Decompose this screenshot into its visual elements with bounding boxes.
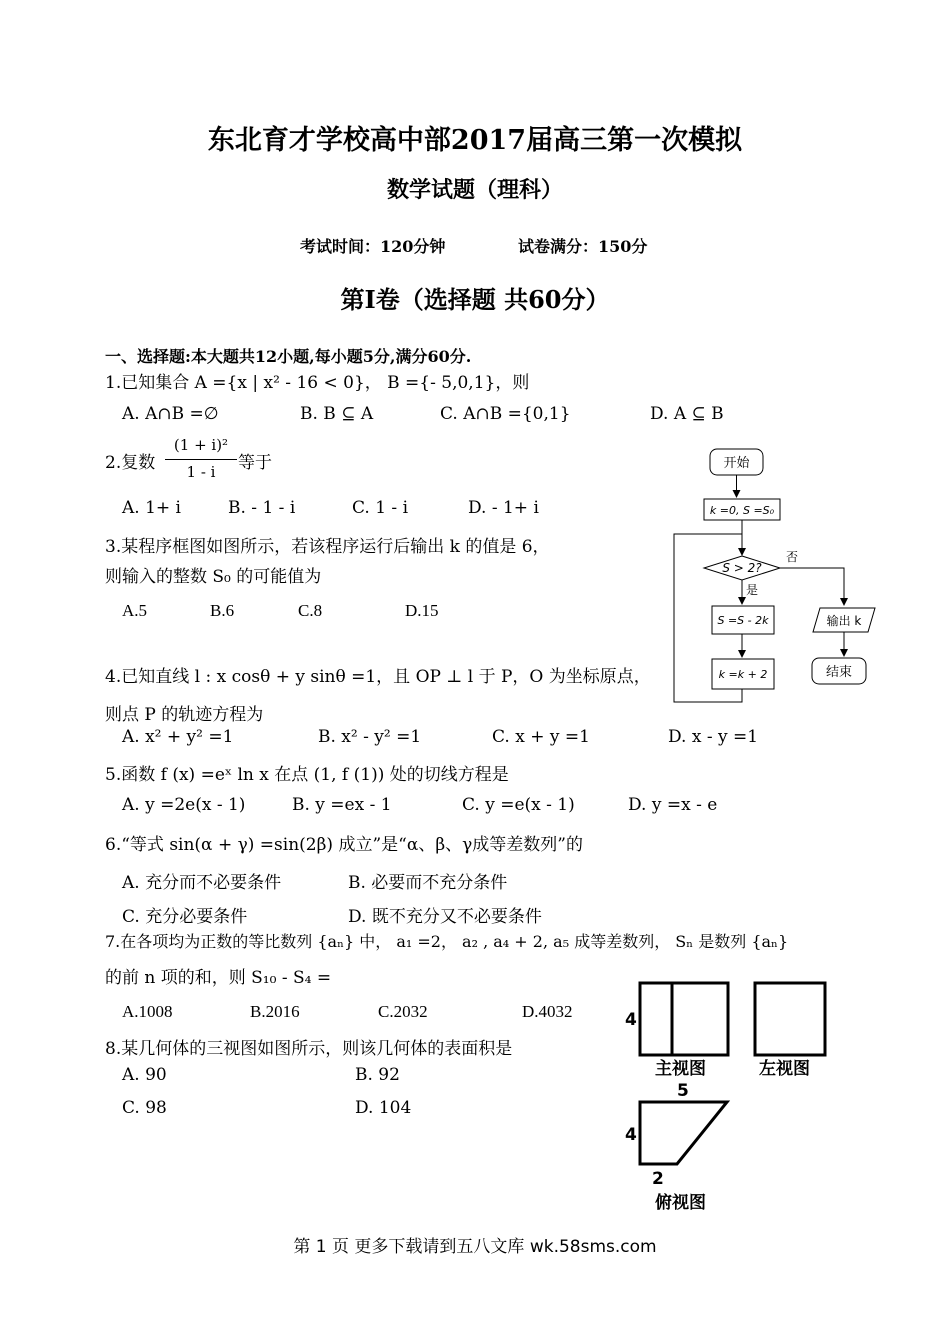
school-title: 东北育才学校高中部2017届高三第一次模拟 [207,125,743,156]
front-view [640,983,728,1055]
yes-label: 是 [746,583,759,597]
question-3-stem-2: 则输入的整数 S₀ 的可能值为 [105,567,322,587]
step1-label: S =S - 2k [717,614,769,627]
output-label: 输出 k [826,614,862,628]
q1-option-d: D. A ⊆ B [650,404,724,424]
q6-option-d: D. 既不充分又不必要条件 [348,907,542,927]
side-view [755,983,825,1055]
q4-option-d: D. x - y =1 [668,727,759,747]
q3-option-d: D.15 [405,601,439,620]
q3-option-b: B.6 [210,601,235,620]
top-bottom-label: 2 [652,1169,664,1189]
program-flowchart [660,440,900,710]
q4-option-b: B. x² - y² =1 [318,727,422,747]
q5-option-a: A. y =2e(x - 1) [122,795,246,815]
q6-option-c: C. 充分必要条件 [122,907,248,927]
question-6-stem: 6.“等式 sin(α + γ) =sin(2β) 成立”是“α、β、γ成等差数列”的 [105,835,583,855]
full-score: 试卷满分：150分 [518,237,648,256]
q6-option-a: A. 充分而不必要条件 [122,873,282,893]
question-7-stem: 7.在各项均为正数的等比数列 {aₙ} 中， a₁ =2， a₂ , a₄ + 2, a₅ 成等差数列， Sₙ 是数列 {aₙ} [105,932,789,951]
instructions: 一、选择题:本大题共12小题,每小题5分,满分60分. [105,347,472,366]
q6-option-b: B. 必要而不充分条件 [348,873,508,893]
q8-option-a: A. 90 [122,1065,167,1085]
q7-option-a: A.1008 [122,1002,173,1021]
front-view-label: 主视图 [655,1059,706,1079]
q7-option-d: D.4032 [522,1002,573,1021]
q4-option-a: A. x² + y² =1 [122,727,234,747]
q8-option-b: B. 92 [355,1065,400,1085]
page-footer: 第 1 页 更多下载请到五八文库 wk.58sms.com [293,1237,657,1257]
end-label: 结束 [825,665,853,680]
q5-option-d: D. y =x - e [628,795,718,815]
q2-numerator: (1 + i)² [173,436,229,454]
three-view-diagram [615,970,840,1220]
q5-option-c: C. y =e(x - 1) [462,795,575,815]
q2-option-c: C. 1 - i [352,498,409,518]
subject-title: 数学试题（理科） [386,177,563,203]
step2-label: k =k + 2 [718,668,768,681]
section-title: 第Ⅰ卷（选择题 共60分） [340,285,610,314]
side-view-label: 左视图 [759,1059,810,1079]
start-label: 开始 [723,456,750,471]
q3-option-c: C.8 [298,601,323,620]
question-7-stem-2: 的前 n 项的和，则 S₁₀ - S₄ = [105,968,332,988]
fraction-bar [165,459,237,460]
q2-option-a: A. 1+ i [122,498,181,518]
question-4-stem: 4.已知直线 l : x cosθ + y sinθ =1，且 OP ⊥ l 于 P，O 为坐标原点， [105,667,651,687]
condition-label: S > 2? [722,561,762,575]
exam-time: 考试时间：120分钟 [300,237,446,256]
q7-option-c: C.2032 [378,1002,428,1021]
q5-option-b: B. y =ex - 1 [292,795,392,815]
top-width-label: 5 [677,1081,689,1101]
q8-option-c: C. 98 [122,1098,167,1118]
top-view-label: 俯视图 [655,1193,706,1213]
init-label: k =0, S =S₀ [709,504,775,517]
q2-option-d: D. - 1+ i [468,498,539,518]
no-label: 否 [786,550,799,564]
question-5-stem: 5.函数 f (x) =eˣ ln x 在点 (1, f (1)) 处的切线方程是 [105,765,509,785]
top-height-label: 4 [625,1125,637,1145]
q1-option-b: B. B ⊆ A [300,404,374,424]
q2-denominator: 1 - i [186,463,216,481]
question-1-stem: 1.已知集合 A ={x | x² - 16 < 0}， B ={- 5,0,1}，则 [105,373,530,393]
q1-option-a: A. A∩B =∅ [122,404,219,424]
q3-option-a: A.5 [122,601,148,620]
front-height-label: 4 [625,1010,637,1030]
q7-option-b: B.2016 [250,1002,300,1021]
top-view [640,1102,727,1164]
question-3-stem: 3.某程序框图如图所示，若该程序运行后输出 k 的值是 6， [105,537,550,557]
question-8-stem: 8.某几何体的三视图如图所示，则该几何体的表面积是 [105,1039,513,1059]
question-4-stem-2: 则点 P 的轨迹方程为 [105,705,264,725]
q4-option-c: C. x + y =1 [492,727,590,747]
q1-option-c: C. A∩B ={0,1} [440,404,571,424]
question-2-stem: 2.复数 [105,453,156,473]
q2-stem-suffix: 等于 [238,453,272,473]
q8-option-d: D. 104 [355,1098,412,1118]
q2-option-b: B. - 1 - i [228,498,296,518]
